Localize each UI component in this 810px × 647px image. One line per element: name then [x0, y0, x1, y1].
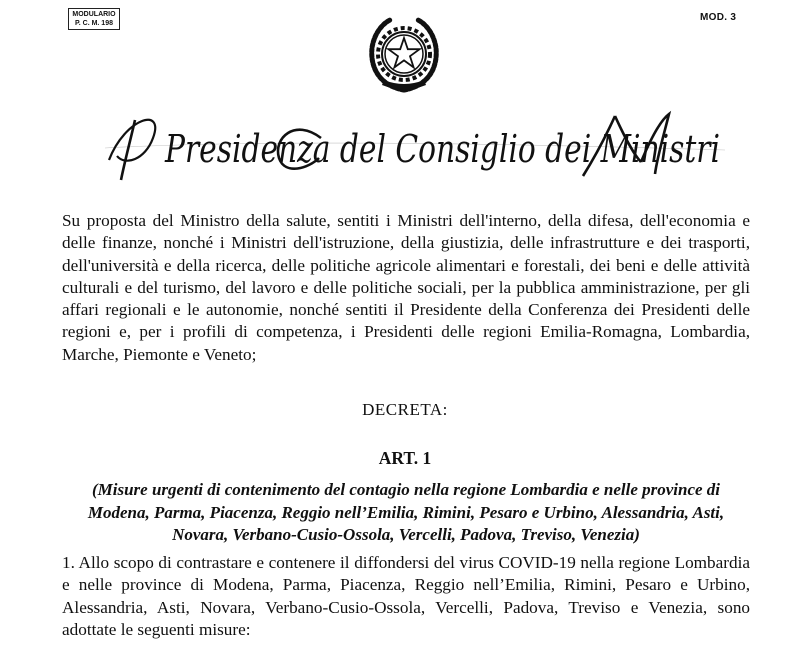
- decreta-heading: DECRETA:: [362, 400, 448, 419]
- article-subtitle: (Misure urgenti di contenimento del contagio nella regione Lombardia e nelle province di Modena, Parma, Piacenza, Reggio nell’Emilia, Rimini, Pesaro e Urbino, Alessandria, Asti, Novara, Verbano-Cusio-Ossola, Vercelli, Padova, Treviso, Venezia): [87, 480, 725, 544]
- mod-label: MOD. 3: [700, 12, 737, 23]
- article-paragraph-1: 1. Allo scopo di contrastare e contenere il diffondersi del virus COVID-19 nella regione Lombardia e nelle province di Modena, Parma, Piacenza, Reggio nell’Emilia, Rimini, Pesaro e Urbino, Alessandria, Asti, Novara, Verbano-Cusio-Ossola, Vercelli, Padova, Treviso e Venezia, sono adottate le seguenti misure:: [62, 553, 750, 639]
- article-title: ART. 1: [378, 448, 432, 468]
- modulario-line-2: P. C. M. 198: [74, 20, 113, 27]
- institution-title-script: [95, 98, 735, 198]
- republic-emblem-icon: [366, 14, 442, 94]
- institution-title-text: Presidenza del Consiglio dei Ministri: [164, 127, 721, 171]
- intro-paragraph: Su proposta del Ministro della salute, sentiti i Ministri dell'interno, della difesa, dell'economia e delle finanze, nonché i Ministri dell'istruzione, della giustizia, delle infrastrutture e dei trasporti, dell'università e della ricerca, delle politiche agricole alimentari e forestali, dei beni e delle attività culturali e del turismo, del lavoro e delle politiche sociali, per la pubblica amministrazione, per gli affari regionali e le autonomie, nonché sentiti il Presidente della Conferenza dei Presidenti delle regioni e, per i profili di competenza, i Presidenti delle regioni Emilia-Romagna, Lombardia, Marche, Piemonte e Veneto;: [62, 211, 750, 364]
- modulario-stamp: [68, 8, 120, 30]
- modulario-line-1: MODULARIO: [72, 11, 116, 18]
